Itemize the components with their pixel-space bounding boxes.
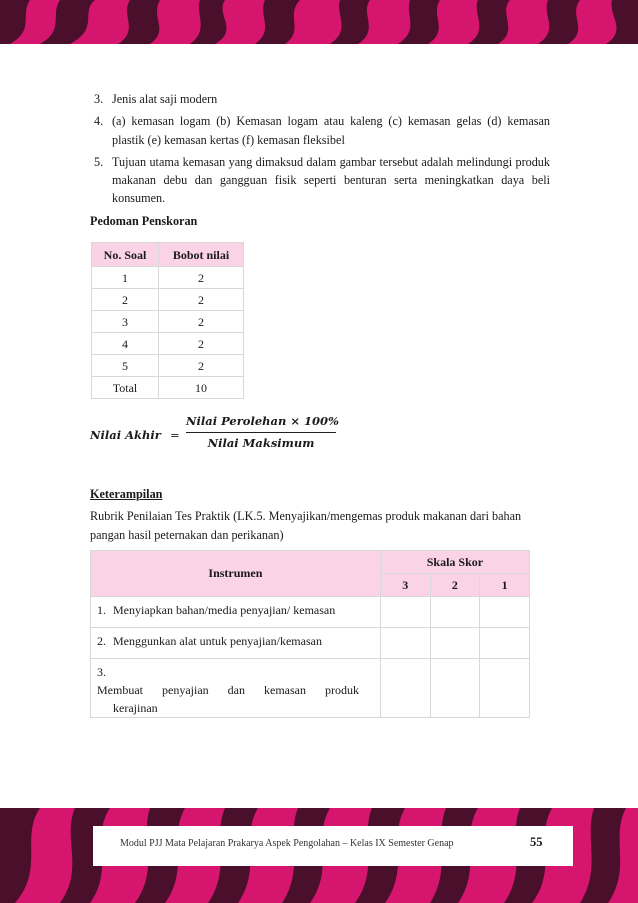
rubric-item [91,596,381,627]
list-item [90,112,550,149]
item-text-continued: kerajinan [113,700,158,715]
final-score-formula [90,413,550,459]
formula-lhs: Nilai Akhir [90,428,161,443]
skills-intro: Rubrik Penilaian Tes Praktik (LK.5. Menyajikan/mengemas produk makanan dari bahan pangan hasil peternakan dan perikanan) [90,509,522,542]
footer-text: Modul PJJ Mata Pelajaran Prakarya Aspek Pengolahan – Kelas IX Semester Genap [120,838,454,849]
scoring-table [91,242,244,399]
list-number: 5. [94,154,104,169]
score-cell[interactable] [480,596,530,627]
table-row [91,596,530,627]
score-cell[interactable] [480,658,530,717]
top-decorative-band [0,0,638,44]
table-row [92,267,244,289]
table-cell: 2 [159,267,244,289]
scale-header: Skala Skor [380,550,529,573]
table-row [92,311,244,333]
formula-fraction [186,413,339,453]
rubric-item [91,627,381,658]
answer-list [90,90,550,208]
list-text: Tujuan utama kemasan yang dimaksud dalam gambar tersebut adalah melindungi produk makanan debu dan gangguan fisik seperti benturan serta meningkatkan daya beli konsumen. [112,154,550,206]
scale-value: 1 [480,573,530,596]
formula-equals: = [170,428,180,443]
item-text: Membuat penyajian dan kemasan produk [97,682,359,697]
formula-denominator: Nilai Maksimum [207,436,315,451]
list-item [90,153,550,208]
score-cell[interactable] [380,658,430,717]
score-cell[interactable] [430,596,480,627]
rubric-table [90,550,530,718]
score-cell[interactable] [380,627,430,658]
table-cell: Total [92,377,159,399]
item-text: Menggunkan alat untuk penyajian/kemasan [113,633,322,648]
table-cell: 3 [92,311,159,333]
table-cell: 4 [92,333,159,355]
list-text: (a) kemasan logam (b) Kemasan logam atau kaleng (c) kemasan gelas (d) kemasan plastik (e) kemasan kertas (f) kemasan fleksibel [112,114,550,147]
table-cell: 1 [92,267,159,289]
skills-heading: Keterampilan [90,487,163,502]
table-row [92,377,244,399]
table-cell: 2 [159,311,244,333]
table-row [92,355,244,377]
table-row [91,658,530,717]
list-item [90,90,550,108]
list-number: 3. [94,92,104,106]
table-row [91,627,530,658]
table-header-cell: Bobot nilai [159,243,244,267]
rubric-item [91,658,381,717]
score-cell[interactable] [430,658,480,717]
table-header-cell: No. Soal [92,243,159,267]
table-row [92,333,244,355]
table-cell: 10 [159,377,244,399]
scale-value: 2 [430,573,480,596]
page-content [90,90,550,718]
item-number: 3. [97,664,106,679]
scoring-heading: Pedoman Penskoran [90,213,198,228]
item-number: 1. [97,602,106,617]
instrument-header: Instrumen [91,550,381,596]
score-cell[interactable] [430,627,480,658]
list-number: 4. [94,114,104,129]
formula-numerator: Nilai Perolehan × 100% [186,413,336,433]
table-row [92,289,244,311]
table-cell: 2 [159,289,244,311]
page-number: 55 [530,835,543,849]
table-cell: 2 [159,355,244,377]
item-text: Menyiapkan bahan/media penyajian/ kemasan [113,602,336,617]
list-text: Jenis alat saji modern [112,92,218,106]
scale-value: 3 [380,573,430,596]
table-cell: 2 [92,289,159,311]
item-number: 2. [97,633,106,648]
score-cell[interactable] [380,596,430,627]
table-cell: 2 [159,333,244,355]
score-cell[interactable] [480,627,530,658]
table-cell: 5 [92,355,159,377]
